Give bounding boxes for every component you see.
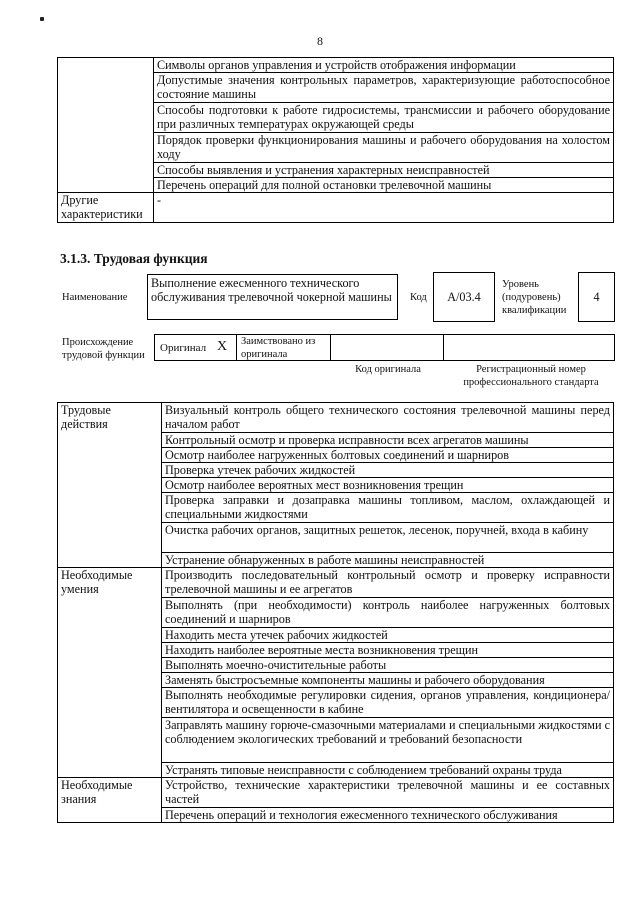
table-cell: Находить наиболее вероятные места возникновения трещин [162,643,614,658]
table-row [58,403,614,433]
table-cell: Находить места утечек рабочих жидкостей [162,628,614,643]
function-code-box: A/03.4 [433,272,495,322]
table-cell: Выполнять моечно-очистительные работы [162,658,614,673]
table-cell: Визуальный контроль общего технического состояния трелевочной машины перед началом работ [162,403,614,433]
scan-mark [40,17,44,21]
original-mark: X [217,339,228,354]
table-cell: Устранять типовые неисправности с соблюдением требований охраны труда [162,763,614,778]
origin-label: Происхождение трудовой функции [62,337,145,361]
knowledge-label: Необходимые знания [58,778,162,823]
section-title: 3.1.3. Трудовая функция [60,251,208,266]
knowledge-continuation-table [57,57,614,223]
table-row [58,778,614,808]
table-cell: Перечень операций для полной остановки трелевочной машины [154,178,614,193]
table-cell: Порядок проверки функционирования машины и рабочего оборудования на холостом ходу [154,133,614,163]
table-cell: Осмотр наиболее нагруженных болтовых соединений и шарниров [162,448,614,463]
labor-function-table [57,402,614,823]
table-cell: Способы выявления и устранения характерных неисправностей [154,163,614,178]
table-cell: Выполнять необходимые регулировки сидения, органов управления, кондиционера/вентилятора и освещенности в кабине [162,688,614,718]
original-label: Оригинал [160,342,207,354]
skills-label: Необходимые умения [58,568,162,778]
table-cell: Способы подготовки к работе гидросистемы, трансмиссии и рабочего оборудование при различных температурах окружающей среды [154,103,614,133]
table-cell: Контрольный осмотр и проверка исправности всех агрегатов машины [162,433,614,448]
name-label: Наименование [62,292,128,303]
table-cell: Производить последовательный контрольный осмотр и проверку исправности трелевочной машины и ее агрегатов [162,568,614,598]
function-name-box: Выполнение ежесменного технического обслуживания трелевочной чокерной машины [147,274,398,320]
other-characteristics-value: - [154,193,614,223]
code-label: Код [410,292,427,303]
other-characteristics-label: Другие характеристики [58,193,154,223]
table-cell: Проверка заправки и дозаправка машины топливом, маслом, охлаждающей и специальными жидкостями [162,493,614,523]
origin-row [154,334,615,361]
table-cell: Заправлять машину горюче-смазочными материалами и специальными жидкостями с соблюдением экологических требований и требований безопасности [162,718,614,763]
table-cell: Заменять быстросъемные компоненты машины и рабочего оборудования [162,673,614,688]
original-cell [155,335,237,360]
table-cell: Устранение обнаруженных в работе машины неисправностей [162,553,614,568]
table-cell: Проверка утечек рабочих жидкостей [162,463,614,478]
table-row [58,568,614,598]
qualification-level-box: 4 [578,272,615,322]
table-cell: Допустимые значения контрольных параметров, характеризующие работоспособное состояние машины [154,73,614,103]
page-number: 8 [317,34,323,48]
table-cell: Символы органов управления и устройств отображения информации [154,58,614,73]
qualification-level-label: Уровень (подуровень) квалификации [502,279,567,316]
table-cell: Очистка рабочих органов, защитных решеток, лесенок, поручней, входа в кабину [162,523,614,553]
table-row [58,193,614,223]
origin-code-cell [331,335,444,360]
table-cell: Устройство, технические характеристики трелевочной машины и ее составных частей [162,778,614,808]
table-row [58,58,614,73]
table-cell: Перечень операций и технология ежесменного технического обслуживания [162,808,614,823]
reg-number-cell [444,335,614,360]
table-cell: Выполнять (при необходимости) контроль наиболее нагруженных болтовых соединений и шарниров [162,598,614,628]
table-cell: Осмотр наиболее вероятных мест возникновения трещин [162,478,614,493]
origin-code-caption: Код оригинала [355,364,421,375]
empty-label-cell [58,58,154,193]
labor-actions-label: Трудовые действия [58,403,162,568]
borrowed-label: Заимствовано из оригинала [241,336,316,360]
borrowed-cell [237,335,331,360]
reg-number-caption: Регистрационный номер профессионального стандарта [463,364,599,388]
